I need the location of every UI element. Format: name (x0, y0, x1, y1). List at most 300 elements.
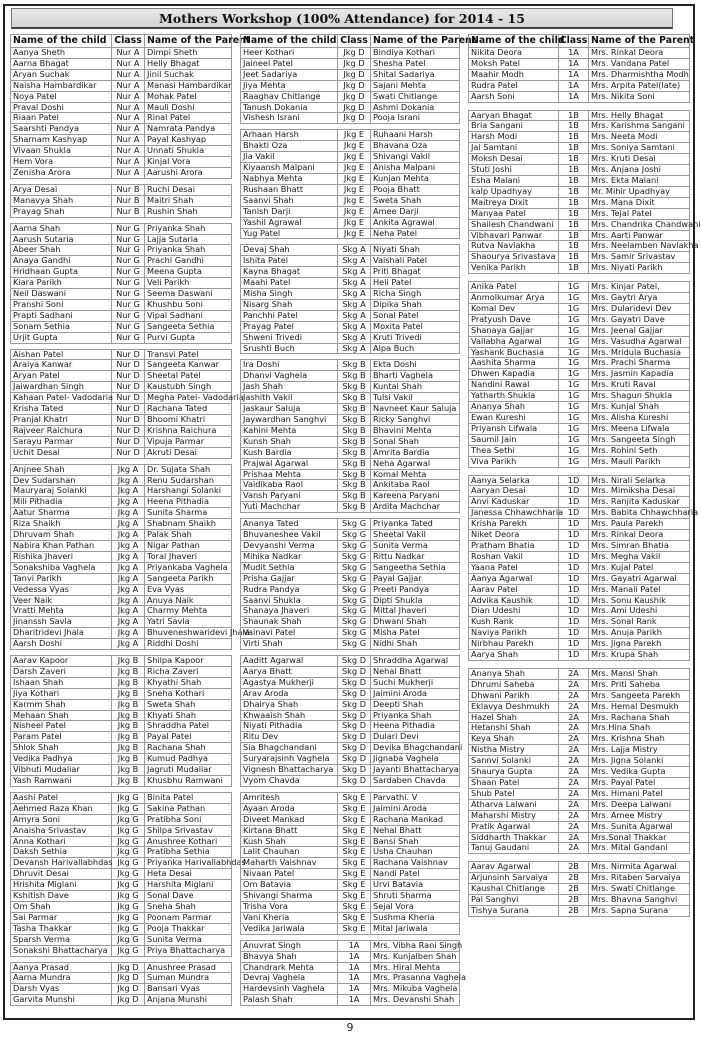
parent-name: Mrs. Mital Gandani (591, 842, 668, 853)
child-name-cell (11, 245, 112, 256)
child-name: Yash Ramwani (13, 775, 72, 785)
parent-name: Mrs. Kinjar Patel, (591, 281, 660, 292)
class-cell (559, 369, 589, 380)
class-cell (559, 486, 589, 497)
table-row (469, 734, 690, 745)
parent-name: Maitri Shah (147, 194, 194, 205)
child-name: Maahi Patel (243, 277, 291, 288)
column-1 (10, 34, 251, 1011)
parent-name-cell (371, 447, 460, 458)
child-name: Jia Vakil (243, 151, 275, 162)
table-row (469, 358, 690, 369)
child-name: Uchit Desai (13, 446, 60, 457)
child-name: Heer Kothari (243, 47, 295, 57)
parent-name-cell (145, 508, 232, 519)
child-name-cell (469, 358, 559, 369)
parent-name-cell (589, 799, 690, 810)
parent-name-cell (145, 656, 232, 667)
class-cell (112, 332, 145, 343)
class: 1B (568, 196, 579, 207)
child-name-cell (469, 540, 559, 551)
parent-name-cell (145, 436, 232, 447)
class-cell (559, 121, 589, 132)
child-name-cell (241, 58, 338, 69)
class: 2A (568, 722, 579, 733)
class-cell (112, 519, 145, 530)
child-name: Noya Patel (13, 90, 57, 101)
table-row (11, 425, 232, 436)
child-name: Kaushal Chitlange (471, 883, 545, 894)
child-name: Rishika Jhaveri (13, 550, 74, 561)
parent-name: Mrs. Anuja Parikh (591, 627, 662, 638)
child-name: Aaryan Bhagat (471, 109, 532, 120)
parent-name: Rittu Nadkar (373, 550, 425, 561)
parent-name-cell (145, 497, 232, 508)
child-name-cell (241, 869, 338, 880)
class-cell (112, 195, 145, 206)
class: 2A (568, 820, 579, 831)
parent-name: Mrs. Priti Saheba (591, 678, 661, 689)
class: 2A (568, 755, 579, 766)
child-name: Aarya Bhatt (243, 665, 292, 676)
parent-name: Mrs. Hiral Mehta (373, 961, 441, 972)
parent-name: Mrs. Jigna Parekh (591, 638, 662, 649)
parent-name-cell (371, 267, 460, 278)
parent-name: Mrs. Prasanna Vaghela (373, 972, 467, 983)
parent-name: Sejal Vora (373, 900, 414, 911)
child-name-cell (241, 113, 338, 124)
class-cell (112, 803, 145, 814)
table-row (469, 132, 690, 143)
table-row (241, 754, 460, 765)
class-cell (559, 551, 589, 562)
class: Jkg B (117, 764, 139, 775)
parent-name: Ricky Sanghvi (373, 414, 431, 424)
class-cell (112, 245, 145, 256)
child-name: Praval Doshi (13, 101, 64, 112)
class: 1B (568, 240, 579, 251)
class: Skg D (341, 775, 367, 785)
child-name-cell (469, 734, 559, 745)
parent-name: Helly Bhagat (147, 57, 200, 68)
child-name: Mihika Nadkar (243, 550, 302, 561)
parent-name: Bhoomi Khatri (147, 414, 206, 424)
class: Nur G (116, 266, 140, 277)
child-name-cell (469, 821, 559, 832)
parent-name-cell (589, 132, 690, 143)
class: 2B (568, 861, 579, 872)
table-row (11, 321, 232, 332)
child-name: Aarna Bhagat (13, 57, 69, 68)
child-name: Prayag Shah (13, 205, 65, 216)
parent-name-cell (589, 413, 690, 424)
parent-name: Moxita Patel (373, 320, 423, 331)
parent-name: Mrs. Tejal Patel (591, 207, 652, 218)
parent-name: Mrs.Hina Shah (591, 722, 651, 733)
parent-name-cell (589, 369, 690, 380)
table-row (11, 360, 232, 371)
child-name-cell (11, 617, 112, 628)
table-row (11, 551, 232, 562)
class: Skg B (342, 424, 366, 435)
class: 1G (567, 335, 580, 346)
table-row (241, 951, 460, 962)
class-cell (559, 263, 589, 274)
class-cell (112, 814, 145, 825)
parent-name-cell (589, 475, 690, 486)
parent-name: Mrs. Sunita Agarwal (591, 820, 673, 831)
child-name-cell (11, 349, 112, 360)
parent-name: Khushbu Soni (147, 298, 203, 309)
parent-name: Sonal Shah (373, 435, 419, 446)
class: Skg D (341, 731, 367, 742)
class-cell (559, 767, 589, 778)
parent-name: Kuntal Shah (373, 381, 423, 392)
child-name-cell (241, 458, 338, 469)
child-name: Araiya Kanwar (13, 359, 73, 370)
child-name: Krisha Tated (13, 403, 64, 414)
class: Jkg B (117, 655, 139, 666)
class: 1G (567, 390, 580, 401)
child-name: Bhakti Oza (243, 140, 288, 151)
table-row (11, 858, 232, 869)
table-row (241, 393, 460, 404)
class-cell (112, 436, 145, 447)
child-name: Shaurya Gupta (471, 766, 533, 777)
table-row (241, 321, 460, 332)
parent-name-cell (371, 939, 463, 951)
class-cell (559, 884, 589, 895)
child-name: Aaryan Desai (471, 485, 526, 496)
class: Jkg A (117, 496, 139, 507)
class-cell (338, 732, 371, 743)
class: Nur D (116, 359, 140, 370)
parent-name-cell (371, 962, 460, 973)
table-row (11, 167, 232, 178)
parent-name-cell (589, 788, 690, 799)
child-name: Vibhavari Panwar (471, 229, 543, 240)
child-name: Hazel Shah (471, 711, 517, 722)
parent-name-cell (145, 278, 232, 289)
header-class: Class (340, 35, 368, 46)
child-name-cell (241, 573, 338, 584)
parent-name: Prachi Gandhi (147, 255, 204, 266)
child-name-cell (241, 447, 338, 458)
parent-name-cell (589, 562, 690, 573)
child-name-cell (469, 507, 564, 519)
table-row (469, 58, 690, 69)
class: Jkg A (117, 594, 139, 605)
child-name-cell (241, 480, 338, 491)
parent-name: Mrs. Kunjalben Shah (373, 950, 457, 961)
parent-name-cell (145, 184, 232, 195)
child-name-cell (469, 756, 559, 767)
child-name: Shailesh Chandwani (471, 218, 554, 229)
class-cell (112, 732, 145, 743)
parent-name-cell (589, 240, 699, 252)
parent-name-cell (371, 80, 460, 91)
class: Skg B (342, 501, 366, 512)
parent-name: Mrs. Chandrika Chandwani (591, 218, 701, 229)
parent-name-cell (371, 814, 460, 825)
parent-name-cell (145, 836, 232, 847)
class-cell (559, 584, 589, 595)
class: Skg G (341, 616, 367, 627)
class: 1D (567, 550, 580, 561)
table-row (469, 219, 690, 230)
child-name: Dhruvit Desai (13, 868, 69, 879)
class-cell (338, 310, 371, 321)
table-row (241, 228, 460, 239)
child-name: Naisha Hambardikar (13, 79, 97, 90)
parent-name: Mrs. Alisha Kureshi (591, 412, 669, 422)
class-group (10, 463, 250, 650)
child-name: Shub Patel (471, 787, 515, 798)
child-name-cell (241, 825, 338, 836)
child-name: Vansh Paryani (243, 490, 301, 501)
table-row (241, 628, 460, 639)
class-cell (559, 701, 589, 712)
class-group (468, 34, 695, 103)
class-cell (338, 217, 371, 228)
child-name-cell (241, 688, 338, 699)
child-name-cell (241, 732, 338, 743)
child-name: Vivaan Shukla (13, 145, 71, 156)
parent-name-cell (145, 606, 232, 617)
child-name: Shaan Patel (471, 777, 520, 787)
table-row (241, 530, 460, 541)
child-name: Amritesh (243, 791, 280, 802)
table-row (469, 884, 690, 895)
parent-name-cell (371, 803, 460, 814)
parent-name-cell (371, 458, 460, 469)
table-row (469, 573, 690, 584)
attendance-table (240, 518, 460, 650)
table-row (241, 48, 460, 59)
child-name-cell (241, 923, 338, 934)
parent-name: Priya Bhattacharya (147, 944, 226, 955)
class-cell (112, 995, 145, 1006)
table-row (241, 825, 460, 836)
parent-name-cell (145, 912, 232, 923)
child-name-cell (469, 293, 559, 304)
parent-name-cell (145, 267, 232, 278)
child-name-cell (469, 208, 559, 219)
parent-name: Mrs. Vasudha Agarwal (591, 335, 682, 346)
parent-name: Charmy Mehta (147, 605, 208, 616)
class-cell (112, 58, 145, 69)
class: Skg E (342, 911, 366, 922)
child-name-cell (469, 380, 559, 391)
class-cell (112, 858, 145, 869)
child-name-cell (241, 141, 338, 152)
child-name-cell (11, 688, 112, 699)
parent-name-cell (589, 165, 690, 176)
child-name: Veer Naik (13, 594, 53, 605)
table-row (11, 157, 232, 168)
child-name: Riaan Patel (13, 112, 59, 123)
child-name: Om Batavia (243, 879, 292, 890)
table-row (469, 519, 690, 530)
child-name-cell (11, 656, 112, 667)
table-row (241, 163, 460, 174)
class: Jkg B (117, 709, 139, 720)
parent-name-cell (371, 912, 460, 923)
child-name-cell (241, 995, 338, 1006)
parent-name-cell (589, 402, 690, 413)
parent-name: Mrs. Nikita Soni (591, 90, 655, 101)
class-cell (338, 792, 371, 803)
parent-name: Neha Agarwal (373, 457, 431, 468)
parent-name: Neha Patel (373, 227, 418, 238)
child-name-cell (469, 154, 559, 165)
parent-name: Mrs. Kunjal Shah (591, 401, 660, 412)
child-name-cell (469, 788, 559, 799)
parent-name-cell (145, 945, 232, 956)
class: Jkg B (117, 676, 139, 687)
child-name-cell (11, 58, 112, 69)
parent-name-cell (145, 371, 232, 382)
table-row (241, 91, 460, 102)
table-row (469, 832, 690, 843)
parent-name: Shesha Patel (373, 57, 426, 68)
parent-name-cell (145, 245, 232, 256)
class: Jkg E (343, 162, 365, 173)
table-row (11, 195, 232, 206)
parent-name-cell (371, 995, 460, 1006)
parent-name-cell (145, 392, 244, 404)
child-name-cell (469, 91, 559, 102)
class: Jkg A (117, 518, 139, 529)
class: Skg D (341, 742, 367, 753)
parent-name-cell (589, 573, 690, 584)
parent-name: Shabnam Shaikh (147, 518, 216, 529)
class-cell (559, 712, 589, 723)
child-name: Rudra Patel (471, 79, 518, 90)
child-name: Dhrumi Saheba (471, 678, 535, 689)
class: Nur D (116, 348, 140, 359)
header-parent-name-cell (589, 35, 695, 48)
table-row (241, 836, 460, 847)
child-name: Diveet Mankad (243, 813, 305, 824)
parent-name: Mrs. Neeta Modi (591, 131, 658, 142)
parent-name: Heena Pithadia (373, 720, 435, 731)
attendance-table (10, 184, 232, 218)
parent-name: Mrs. Devanshi Shah (373, 994, 455, 1005)
parent-name-cell (371, 923, 460, 934)
parent-name: Meena Gupta (147, 266, 202, 277)
child-name-cell (241, 677, 338, 688)
class: Skg A (342, 342, 366, 353)
parent-name: Mr. Mihir Upadhyay (591, 185, 670, 196)
parent-name: Mrs. Jasmin Kapadia (591, 368, 674, 379)
parent-name-cell (371, 951, 460, 962)
table-row (241, 869, 460, 880)
child-name-cell (241, 639, 338, 650)
child-name: Prayag Patel (243, 320, 294, 331)
class: Skg B (342, 435, 366, 446)
class: Jkg A (117, 583, 139, 594)
table-row (11, 146, 232, 157)
child-name-cell (11, 765, 112, 776)
class-cell (338, 912, 371, 923)
class-cell (338, 962, 371, 973)
class-cell (112, 425, 145, 436)
parent-name-cell (589, 507, 699, 519)
parent-name: Mrs. Hemal Desmukh (591, 700, 679, 711)
parent-name-cell (371, 776, 460, 787)
parent-name-cell (371, 721, 460, 732)
child-name: Prajwal Agarwal (243, 457, 309, 468)
child-name: Srushti Buch (243, 342, 295, 353)
parent-name-cell (371, 639, 460, 650)
header-child-name-cell (469, 35, 565, 48)
class-cell (338, 113, 371, 124)
child-name-cell (469, 690, 559, 701)
class-cell (112, 486, 145, 497)
parent-name: Mauli Doshi (147, 101, 195, 112)
child-name: Jai Samtani (471, 142, 518, 153)
class: Skg B (342, 370, 366, 381)
class: 1G (567, 324, 580, 335)
table-row (469, 143, 690, 154)
child-name: Dhruvam Shah (13, 529, 75, 540)
table-row (469, 175, 690, 186)
parent-name: Alpa Buch (373, 342, 415, 353)
class-cell (559, 810, 589, 821)
class: Skg E (342, 835, 366, 846)
class-cell (559, 282, 589, 293)
table-row (241, 803, 460, 814)
class-cell (338, 152, 371, 163)
class: Jkg G (117, 791, 139, 802)
class: Skg B (342, 490, 366, 501)
child-name-cell (241, 880, 338, 891)
class: 2A (568, 766, 579, 777)
class: Skg D (341, 709, 367, 720)
child-name-cell (11, 595, 112, 606)
child-name-cell (241, 940, 338, 951)
parent-name-cell (145, 486, 232, 497)
table-row (11, 530, 232, 541)
parent-name: Mrs. Swati Chitlange (591, 883, 676, 894)
parent-name: Sweta Shah (147, 698, 196, 709)
class: 2A (568, 733, 579, 744)
child-name-cell (469, 562, 559, 573)
header-class-cell (559, 35, 589, 48)
class-cell (112, 382, 145, 393)
parent-name-cell (589, 540, 690, 551)
parent-name-cell (589, 336, 690, 347)
class-cell (338, 551, 371, 562)
parent-name-cell (589, 884, 690, 895)
child-name: Bhuvaneshee Vakil (243, 529, 321, 540)
parent-name-cell (145, 814, 232, 825)
parent-name: Dr. Sujata Shah (147, 463, 211, 474)
class: Skg D (341, 676, 367, 687)
parent-name-cell (589, 701, 690, 712)
parent-name: Kinjal Vora (147, 156, 191, 167)
parent-name: Vipal Sadhani (147, 309, 203, 320)
class-cell (338, 163, 371, 174)
parent-name: Mrs. Lajja Mistry (591, 744, 658, 755)
child-name: Naviya Parikh (471, 627, 527, 638)
class: Nur B (116, 194, 140, 205)
class: Jkg A (117, 616, 139, 627)
table-row (241, 584, 460, 595)
child-name-cell (469, 58, 559, 69)
parent-name-cell (145, 206, 232, 217)
